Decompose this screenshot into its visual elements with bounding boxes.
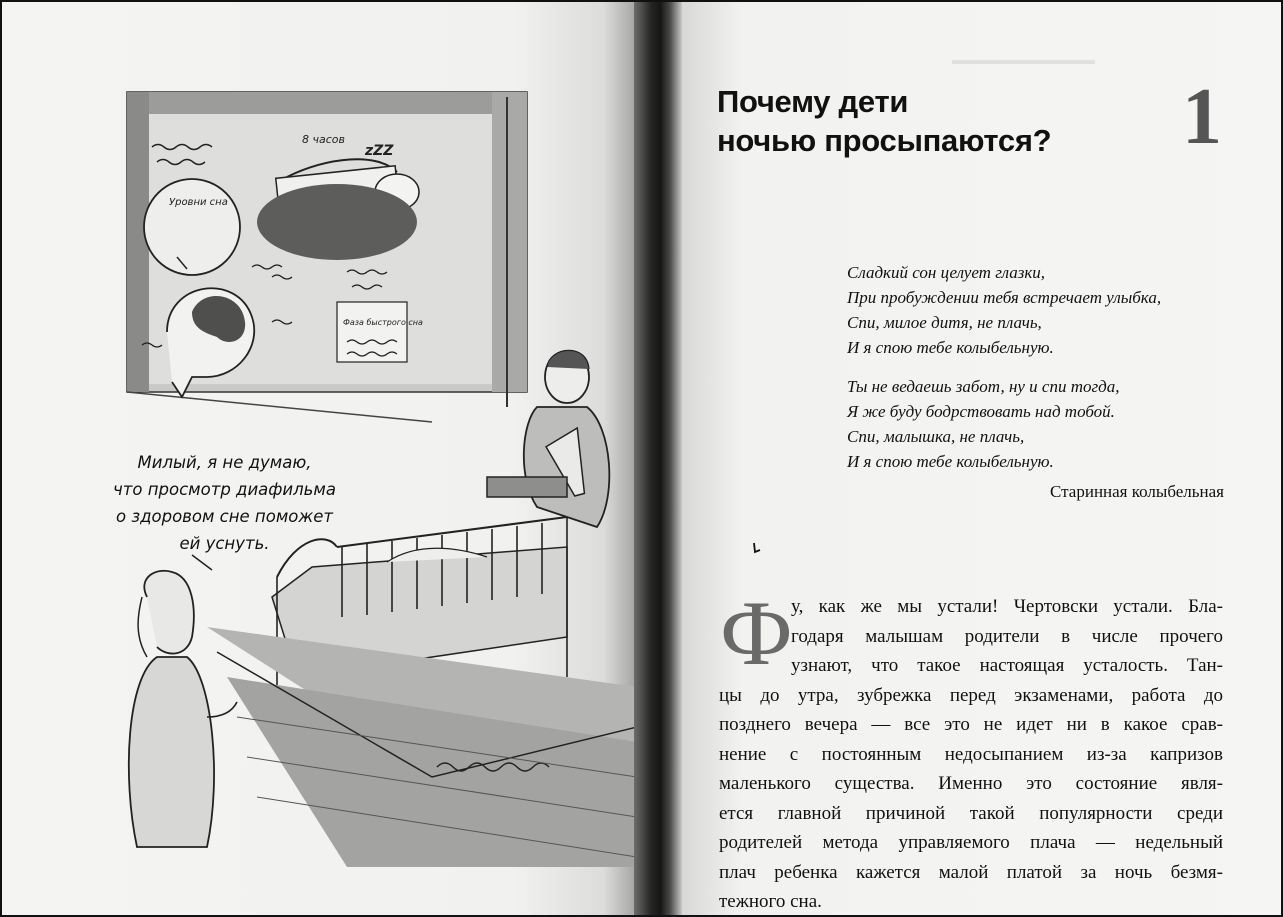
caption-line: Милый, я не думаю, xyxy=(137,453,312,472)
epigraph-line: Спи, малышка, не плачь, xyxy=(847,427,1025,446)
slide-label-zzz: zZZ xyxy=(365,143,394,159)
body-line: родителей метода управляемого плача — недельный xyxy=(719,832,1223,853)
caption-line: ей уснуть. xyxy=(179,534,270,553)
body-line: позднего вечера — все это не идет ни в какое срав- xyxy=(719,714,1223,735)
drop-cap: Ф xyxy=(720,582,793,684)
epigraph-line: И я спою тебе колыбельную. xyxy=(847,452,1054,471)
epigraph-stanza xyxy=(847,260,1227,360)
body-line: маленького существа. Именно это состояние явля- xyxy=(719,773,1223,794)
epigraph-line: Спи, милое дитя, не плачь, xyxy=(847,313,1042,332)
floor-rug xyxy=(207,627,637,867)
body-line: ется главной причиной такой популярности среди xyxy=(719,802,1223,824)
epigraph-line: И я спою тебе колыбельную. xyxy=(847,338,1054,357)
caption-line: что просмотр диафильма xyxy=(113,480,336,499)
left-page xyxy=(2,2,642,915)
body-text xyxy=(719,582,1223,915)
body-line: узнают, что такое настоящая усталость. Тан- xyxy=(791,655,1223,676)
slide-label-sleep-levels: Уровни сна xyxy=(169,197,228,208)
mother-figure xyxy=(129,571,237,847)
body-line: у, как же мы устали! Чертовски устали. Бла- xyxy=(791,596,1223,617)
slide-projection xyxy=(127,92,527,422)
epigraph xyxy=(847,260,1227,488)
epigraph-line: При пробуждении тебя встречает улыбка, xyxy=(847,288,1162,307)
slide-label-rem-phase: Фаза быстрого сна xyxy=(343,318,423,327)
epigraph-stanza xyxy=(847,374,1227,474)
epigraph-line: Сладкий сон целует глазки, xyxy=(847,263,1046,282)
right-page xyxy=(682,2,1283,915)
cartoon-caption xyxy=(97,449,352,557)
body-line: нение с постоянным недосыпанием из-за капризов xyxy=(719,743,1223,765)
pen-mark xyxy=(752,542,762,556)
chapter-title-line: Почему дети xyxy=(717,84,909,119)
slide-label-hours: 8 часов xyxy=(302,133,345,146)
body-line: плач ребенка кажется малой платой за ночь безмя- xyxy=(719,861,1223,883)
body-line: годаря малышам родители в числе прочего xyxy=(791,625,1223,647)
epigraph-line: Ты не ведаешь забот, ну и спи тогда, xyxy=(847,377,1120,396)
body-line: цы до утра, зубрежка перед экзаменами, работа до xyxy=(719,684,1223,706)
chapter-title xyxy=(717,82,1051,160)
epigraph-source: Старинная колыбельная xyxy=(1050,482,1224,501)
chapter-number: 1 xyxy=(1182,73,1222,161)
body-line: тежного сна. xyxy=(719,891,822,912)
bleed-through-running-head: ▬▬▬▬▬▬▬▬▬▬▬ xyxy=(952,52,1095,67)
epigraph-line: Я же буду бодрствовать над тобой. xyxy=(847,402,1115,421)
chapter-title-line: ночью просыпаются? xyxy=(717,123,1052,158)
caption-line: о здоровом сне поможет xyxy=(115,507,333,526)
book-gutter xyxy=(634,2,682,915)
